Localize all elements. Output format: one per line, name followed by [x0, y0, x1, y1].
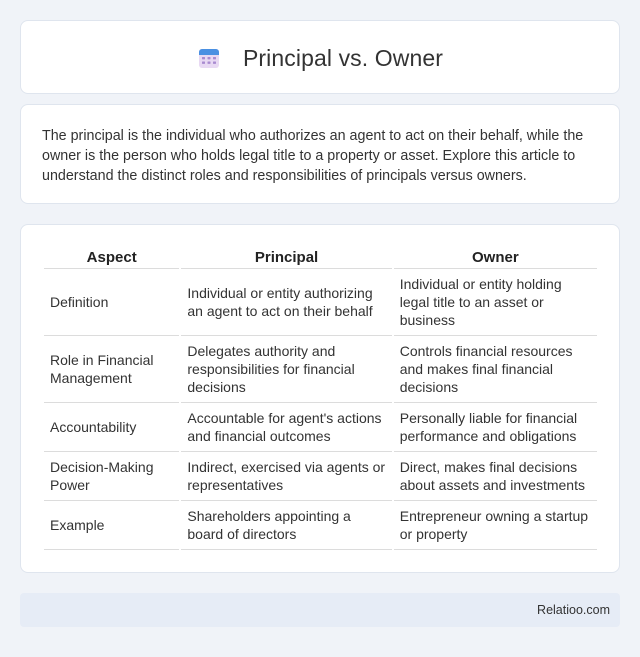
- aspect-cell: Definition: [44, 269, 179, 336]
- principal-cell: Delegates authority and responsibilities for financial decisions: [181, 336, 391, 403]
- page-title: Principal vs. Owner: [242, 44, 444, 71]
- intro-card: [20, 104, 620, 204]
- calendar-icon: [197, 46, 221, 70]
- title-card: [20, 20, 620, 94]
- owner-cell: Controls financial resources and makes final financial decisions: [394, 336, 597, 403]
- footer-brand[interactable]: Relatioo.com: [537, 603, 610, 617]
- aspect-cell: Decision-Making Power: [44, 452, 179, 501]
- page-header: [21, 21, 619, 95]
- owner-cell: Individual or entity holding legal title to an asset or business: [394, 269, 597, 336]
- table-row: [44, 501, 597, 550]
- header-owner: Owner: [394, 247, 597, 269]
- principal-cell: Individual or entity authorizing an agent to act on their behalf: [181, 269, 391, 336]
- principal-cell: Shareholders appointing a board of directors: [181, 501, 391, 550]
- comparison-card: [20, 224, 620, 573]
- footer: [20, 593, 620, 627]
- table-header-row: [44, 247, 597, 269]
- aspect-cell: Role in Financial Management: [44, 336, 179, 403]
- principal-cell: Accountable for agent's actions and financial outcomes: [181, 403, 391, 452]
- table-row: [44, 336, 597, 403]
- owner-cell: Entrepreneur owning a startup or property: [394, 501, 597, 550]
- table-row: [44, 269, 597, 336]
- table-row: [44, 452, 597, 501]
- comparison-table: [42, 247, 599, 550]
- aspect-cell: Accountability: [44, 403, 179, 452]
- header-principal: Principal: [181, 247, 391, 269]
- owner-cell: Personally liable for financial performance and obligations: [394, 403, 597, 452]
- principal-cell: Indirect, exercised via agents or representatives: [181, 452, 391, 501]
- owner-cell: Direct, makes final decisions about assets and investments: [394, 452, 597, 501]
- intro-paragraph: The principal is the individual who authorizes an agent to act on their behalf, while the owner is the person who holds legal title to a property or asset. Explore this article to understand the distinct roles and responsibilities of principals versus owners.: [42, 128, 584, 184]
- header-aspect: Aspect: [44, 247, 179, 269]
- aspect-cell: Example: [44, 501, 179, 550]
- table-row: [44, 403, 597, 452]
